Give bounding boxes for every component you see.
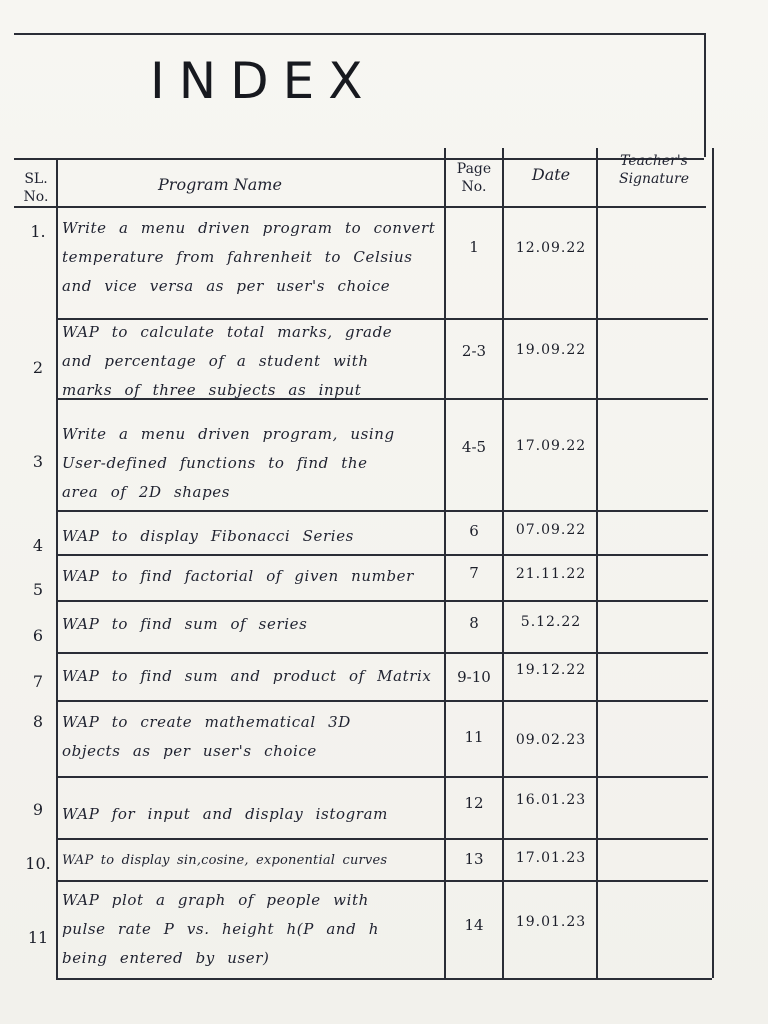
- program-line: WAP to create mathematical 3D: [62, 713, 351, 731]
- table-row-11-page: 14: [464, 916, 484, 934]
- table-row-11-program: [62, 886, 444, 973]
- table-row-1-program: [62, 214, 444, 301]
- table-row-8-program: [62, 708, 444, 766]
- row-rule: [56, 776, 708, 778]
- row-rule: [56, 880, 708, 882]
- table-row-11-date: 19.01.23: [515, 914, 587, 930]
- header-date: Date: [531, 165, 571, 184]
- program-line: being entered by user): [62, 949, 270, 967]
- program-line: WAP to find sum of series: [62, 615, 308, 633]
- row-rule: [56, 838, 708, 840]
- table-row-4-page: 6: [469, 522, 479, 540]
- table-row-1-sl: 1.: [30, 222, 46, 241]
- table-row-4-program: [62, 522, 444, 551]
- table-row-6-program: [62, 610, 444, 639]
- table-row-5-sl: 5: [32, 580, 44, 599]
- row-rule: [56, 510, 708, 512]
- table-row-3-date: 17.09.22: [515, 438, 587, 454]
- table-row-11-sl: 11: [27, 928, 49, 947]
- row-rule: [56, 554, 708, 556]
- header-teacher-signature: Teacher's Signature: [618, 153, 689, 187]
- table-row-6-date: 5.12.22: [520, 614, 582, 630]
- table-row-10-page: 13: [464, 850, 484, 868]
- program-line: temperature from fahrenheit to Celsius: [62, 248, 413, 266]
- right-border: [704, 33, 706, 157]
- table-row-10-sl: 10.: [25, 854, 51, 873]
- table-row-5-date: 21.11.22: [515, 566, 587, 582]
- column-divider-right: [712, 148, 714, 978]
- table-row-2-date: 19.09.22: [515, 342, 587, 358]
- table-row-10-date: 17.01.23: [515, 850, 587, 866]
- column-divider-page: [502, 148, 504, 978]
- table-row-3-sl: 3: [32, 452, 44, 471]
- table-row-9-page: 12: [464, 794, 484, 812]
- program-line: WAP to calculate total marks, grade: [62, 323, 393, 341]
- table-row-2-page: 2-3: [461, 342, 487, 360]
- header-bottom-rule: [14, 206, 706, 208]
- page-title: INDEX: [150, 52, 377, 110]
- program-line: Write a menu driven program to convert: [62, 219, 436, 237]
- program-line: WAP to display sin,cosine, exponential curves: [62, 853, 388, 868]
- table-row-4-sl: 4: [32, 536, 44, 555]
- program-line: Write a menu driven program, using: [62, 425, 395, 443]
- table-row-9-date: 16.01.23: [515, 792, 587, 808]
- table-row-2-sl: 2: [32, 358, 44, 377]
- program-line: User-defined functions to find the: [62, 454, 368, 472]
- program-line: WAP to display Fibonacci Series: [62, 527, 354, 545]
- table-row-7-program: [62, 662, 444, 691]
- row-rule: [56, 700, 708, 702]
- table-row-10-program: [62, 846, 444, 875]
- table-row-2-program: [62, 318, 444, 405]
- program-line: objects as per user's choice: [62, 742, 317, 760]
- table-row-8-sl: 8: [32, 712, 44, 731]
- table-row-7-date: 19.12.22: [515, 662, 587, 678]
- table-row-4-date: 07.09.22: [515, 522, 587, 538]
- table-row-6-sl: 6: [32, 626, 44, 645]
- table-row-7-page: 9-10: [457, 668, 491, 686]
- table-row-9-sl: 9: [32, 800, 44, 819]
- program-line: marks of three subjects as input: [62, 381, 362, 399]
- program-line: WAP for input and display istogram: [62, 805, 388, 823]
- top-border: [14, 33, 706, 35]
- table-row-9-program: [62, 800, 444, 829]
- program-line: WAP to find sum and product of Matrix: [62, 667, 432, 685]
- table-row-6-page: 8: [469, 614, 479, 632]
- program-line: and percentage of a student with: [62, 352, 369, 370]
- table-row-1-page: 1: [469, 238, 479, 256]
- header-page-no: Page No.: [456, 161, 492, 195]
- program-line: and vice versa as per user's choice: [62, 277, 391, 295]
- table-row-8-page: 11: [464, 728, 484, 746]
- table-row-3-program: [62, 420, 444, 507]
- row-rule: [56, 600, 708, 602]
- table-row-5-page: 7: [469, 564, 479, 582]
- table-row-5-program: [62, 562, 444, 591]
- header-program-name: Program Name: [158, 175, 282, 194]
- table-row-3-page: 4-5: [461, 438, 487, 456]
- program-line: pulse rate P vs. height h(P and h: [62, 920, 379, 938]
- table-row-7-sl: 7: [32, 672, 44, 691]
- program-line: WAP plot a graph of people with: [62, 891, 369, 909]
- table-row-8-date: 09.02.23: [515, 732, 587, 748]
- table-bottom-rule: [56, 978, 712, 980]
- header-sl-no: SL. No.: [23, 171, 49, 205]
- column-divider-sl: [56, 158, 58, 978]
- program-line: area of 2D shapes: [62, 483, 231, 501]
- table-row-1-date: 12.09.22: [515, 240, 587, 256]
- program-line: WAP to find factorial of given number: [62, 567, 414, 585]
- row-rule: [56, 652, 708, 654]
- column-divider-date: [596, 148, 598, 978]
